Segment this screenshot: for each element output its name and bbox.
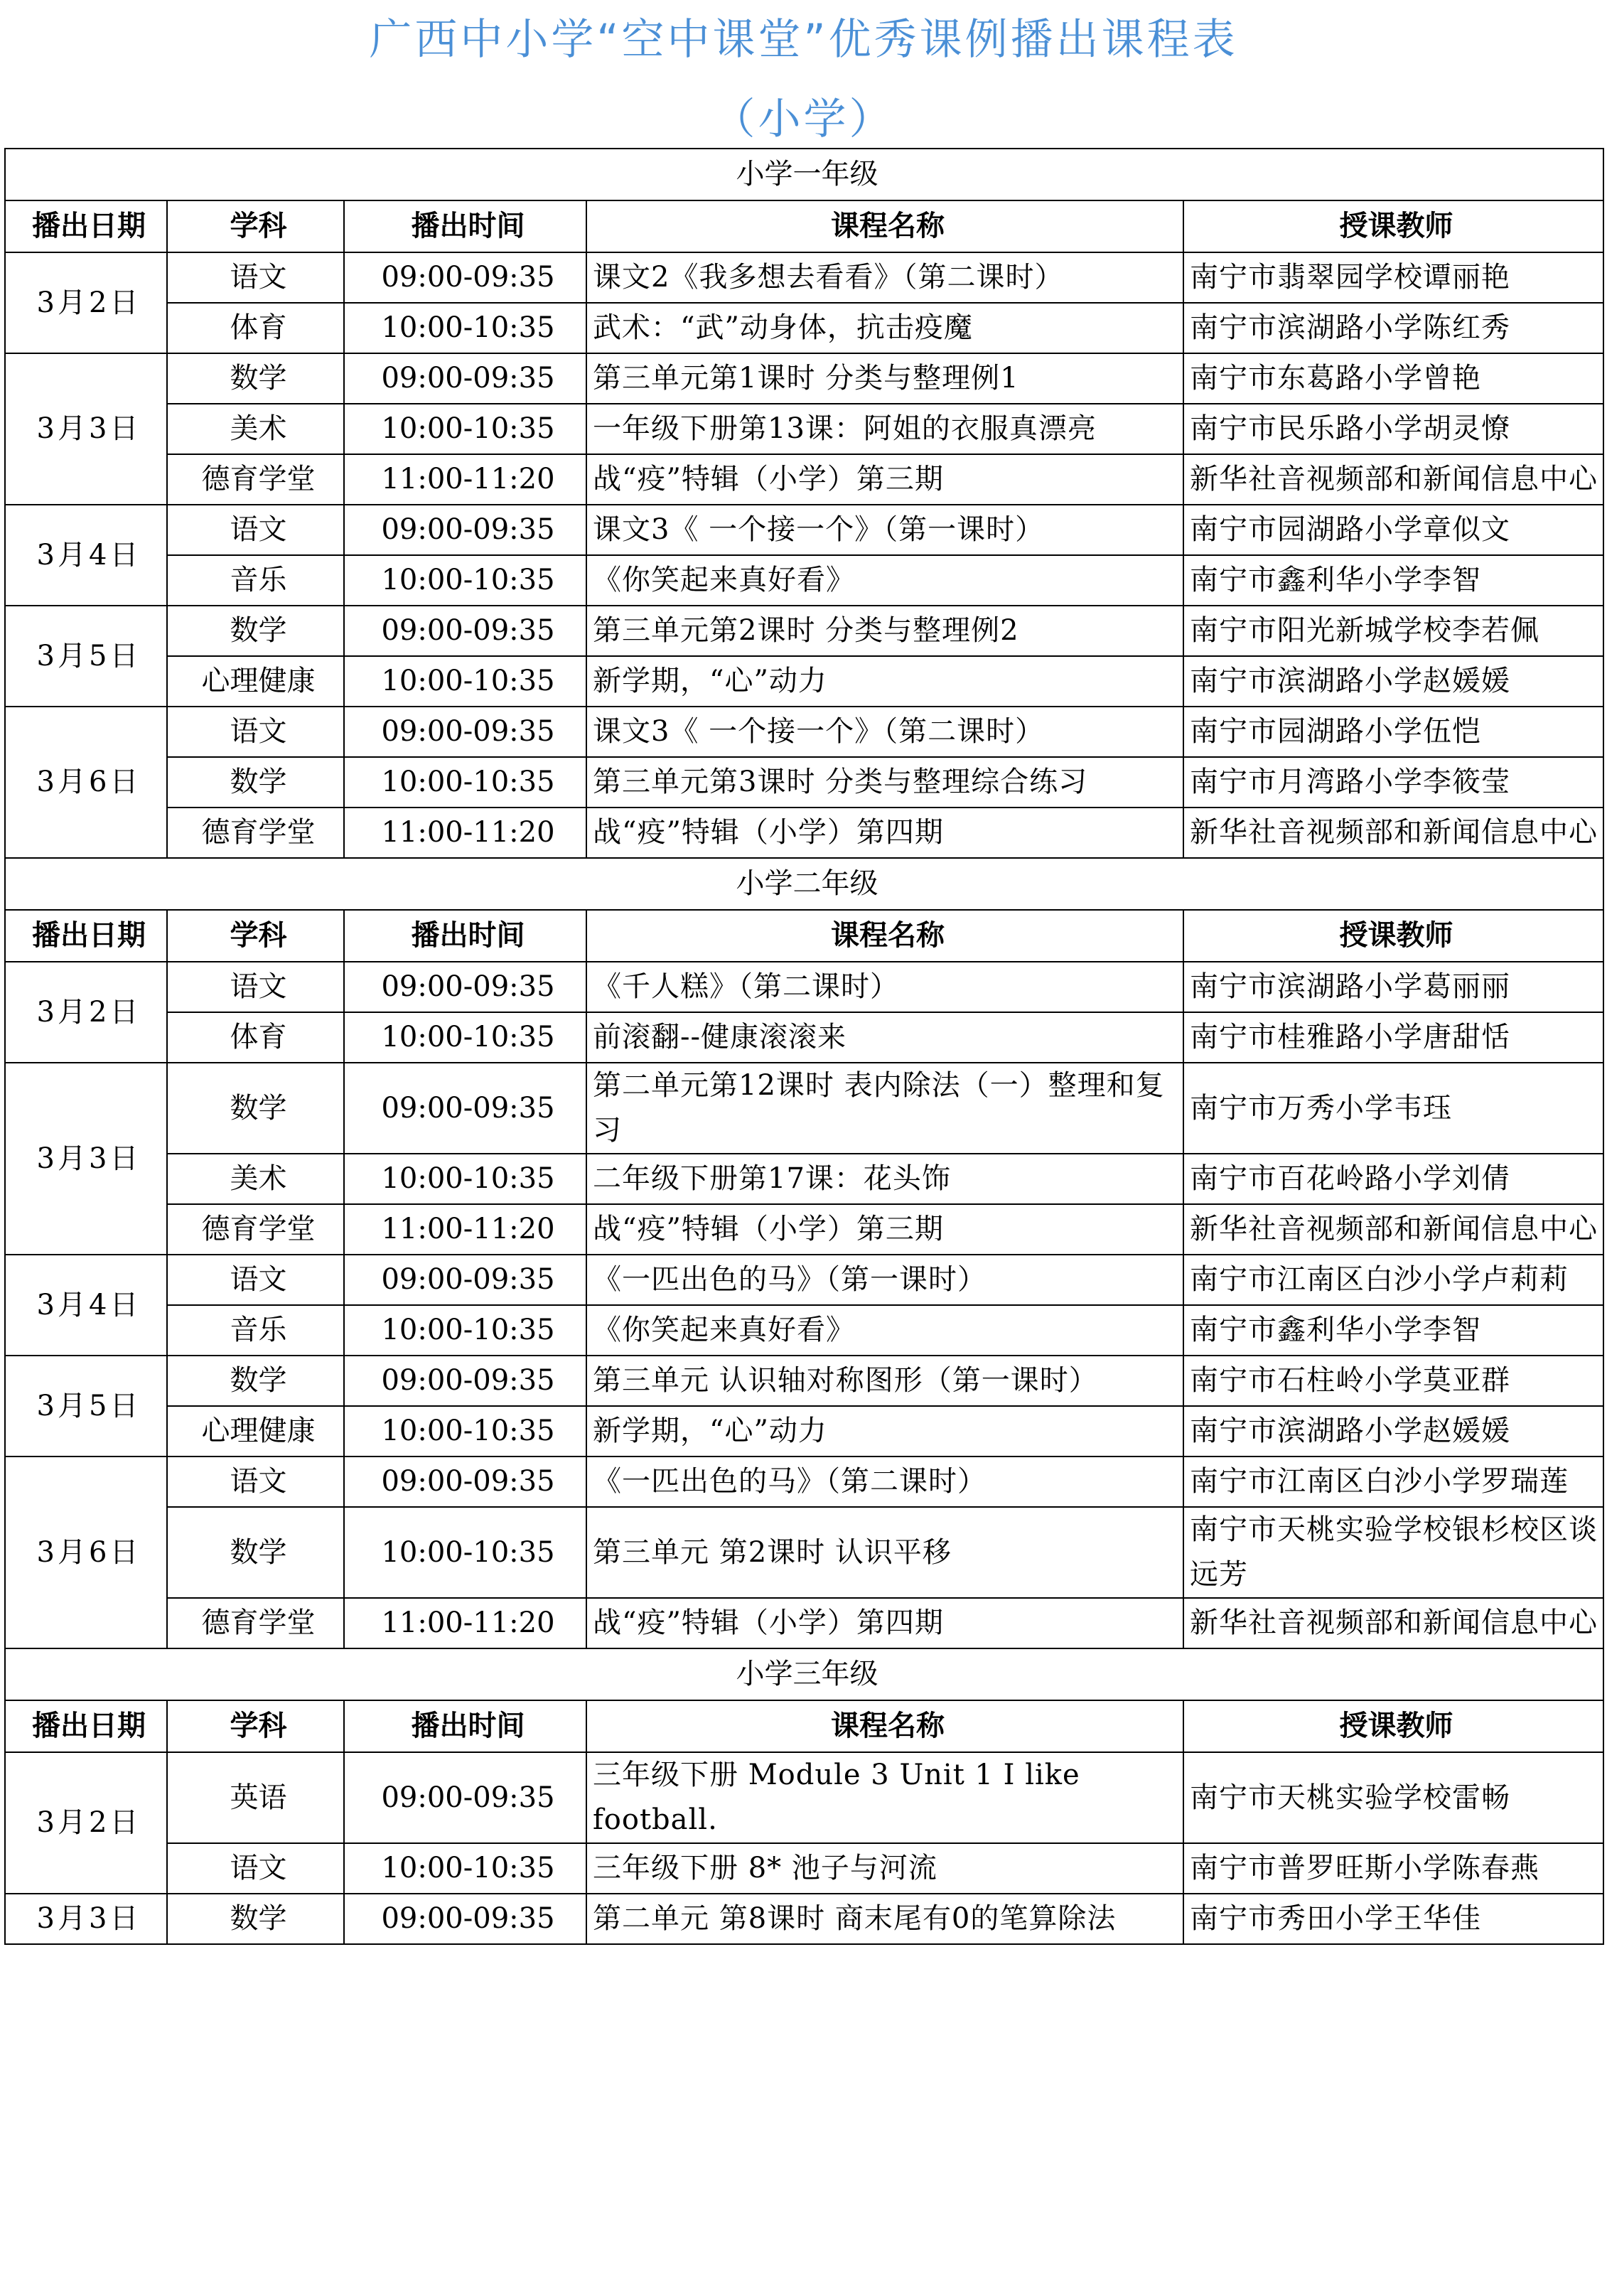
teacher-cell: 南宁市鑫利华小学李智	[1183, 1305, 1603, 1356]
table-row	[5, 1204, 1603, 1255]
teacher-cell: 南宁市阳光新城学校李若佩	[1183, 606, 1603, 656]
grade-heading: 小学一年级	[5, 149, 1603, 200]
teacher-cell: 新华社音视频部和新闻信息中心	[1183, 1204, 1603, 1255]
table-row	[5, 555, 1603, 606]
time-cell: 09:00-09:35	[344, 1752, 586, 1843]
subject-cell: 英语	[167, 1752, 344, 1843]
time-cell: 10:00-10:35	[344, 555, 586, 606]
course-cell: 第三单元第2课时 分类与整理例2	[586, 606, 1183, 656]
subject-cell: 音乐	[167, 1305, 344, 1356]
course-cell: 三年级下册 8* 池子与河流	[586, 1843, 1183, 1894]
course-cell: 第二单元第12课时 表内除法（一）整理和复习	[586, 1063, 1183, 1154]
time-cell: 10:00-10:35	[344, 1843, 586, 1894]
subject-cell: 语文	[167, 252, 344, 303]
time-cell: 09:00-09:35	[344, 505, 586, 555]
subject-cell: 美术	[167, 404, 344, 454]
schedule-table	[4, 148, 1604, 1945]
table-row	[5, 252, 1603, 303]
header-broadcast-time: 播出时间	[344, 1700, 586, 1752]
course-cell: 战“疫”特辑（小学）第四期	[586, 1598, 1183, 1648]
time-cell: 09:00-09:35	[344, 1255, 586, 1305]
date-cell: 3月6日	[5, 707, 167, 858]
time-cell: 09:00-09:35	[344, 1894, 586, 1944]
header-subject: 学科	[167, 1700, 344, 1752]
header-row	[5, 910, 1603, 962]
teacher-cell: 南宁市民乐路小学胡灵憭	[1183, 404, 1603, 454]
time-cell: 10:00-10:35	[344, 1507, 586, 1598]
course-cell: 第三单元第1课时 分类与整理例1	[586, 353, 1183, 404]
table-row	[5, 1255, 1603, 1305]
subject-cell: 德育学堂	[167, 454, 344, 505]
teacher-cell: 新华社音视频部和新闻信息中心	[1183, 808, 1603, 858]
course-cell: 《一匹出色的马》（第一课时）	[586, 1255, 1183, 1305]
table-row	[5, 1507, 1603, 1598]
table-row	[5, 1305, 1603, 1356]
teacher-cell: 南宁市东葛路小学曾艳	[1183, 353, 1603, 404]
table-row	[5, 1598, 1603, 1648]
time-cell: 09:00-09:35	[344, 1457, 586, 1507]
header-row	[5, 1700, 1603, 1752]
time-cell: 10:00-10:35	[344, 1012, 586, 1063]
header-course-name: 课程名称	[586, 910, 1183, 962]
date-cell: 3月6日	[5, 1457, 167, 1648]
date-cell: 3月5日	[5, 1356, 167, 1457]
course-cell: 战“疫”特辑（小学）第三期	[586, 1204, 1183, 1255]
header-broadcast-date: 播出日期	[5, 910, 167, 962]
time-cell: 09:00-09:35	[344, 353, 586, 404]
table-row	[5, 1063, 1603, 1154]
teacher-cell: 南宁市鑫利华小学李智	[1183, 555, 1603, 606]
time-cell: 11:00-11:20	[344, 808, 586, 858]
subject-cell: 数学	[167, 1894, 344, 1944]
course-cell: 战“疫”特辑（小学）第四期	[586, 808, 1183, 858]
date-cell: 3月2日	[5, 1752, 167, 1894]
subject-cell: 体育	[167, 303, 344, 353]
time-cell: 10:00-10:35	[344, 404, 586, 454]
subject-cell: 数学	[167, 757, 344, 808]
course-cell: 武术：“武”动身体，抗击疫魔	[586, 303, 1183, 353]
teacher-cell: 南宁市江南区白沙小学卢莉莉	[1183, 1255, 1603, 1305]
time-cell: 11:00-11:20	[344, 454, 586, 505]
subject-cell: 数学	[167, 1356, 344, 1406]
subject-cell: 语文	[167, 1255, 344, 1305]
table-row	[5, 1894, 1603, 1944]
table-row	[5, 1154, 1603, 1204]
date-cell: 3月2日	[5, 252, 167, 353]
time-cell: 09:00-09:35	[344, 252, 586, 303]
header-broadcast-date: 播出日期	[5, 1700, 167, 1752]
teacher-cell: 南宁市滨湖路小学葛丽丽	[1183, 962, 1603, 1012]
teacher-cell: 南宁市月湾路小学李筱莹	[1183, 757, 1603, 808]
time-cell: 10:00-10:35	[344, 1305, 586, 1356]
teacher-cell: 南宁市石柱岭小学莫亚群	[1183, 1356, 1603, 1406]
date-cell: 3月4日	[5, 505, 167, 606]
table-row	[5, 1406, 1603, 1457]
time-cell: 09:00-09:35	[344, 1356, 586, 1406]
course-cell: 三年级下册 Module 3 Unit 1 I like football.	[586, 1752, 1183, 1843]
header-row	[5, 200, 1603, 252]
header-teacher: 授课教师	[1183, 1700, 1603, 1752]
page-subtitle: （小学）	[712, 95, 895, 144]
subject-cell: 美术	[167, 1154, 344, 1204]
subject-cell: 体育	[167, 1012, 344, 1063]
course-cell: 课文2《我多想去看看》（第二课时）	[586, 252, 1183, 303]
header-broadcast-time: 播出时间	[344, 910, 586, 962]
course-cell: 二年级下册第17课：花头饰	[586, 1154, 1183, 1204]
course-cell: 第三单元 第2课时 认识平移	[586, 1507, 1183, 1598]
table-row	[5, 808, 1603, 858]
time-cell: 10:00-10:35	[344, 1154, 586, 1204]
date-cell: 3月3日	[5, 353, 167, 505]
course-cell: 一年级下册第13课：阿姐的衣服真漂亮	[586, 404, 1183, 454]
subject-cell: 语文	[167, 707, 344, 757]
table-row	[5, 1012, 1603, 1063]
table-row	[5, 505, 1603, 555]
teacher-cell: 南宁市天桃实验学校银杉校区谈远芳	[1183, 1507, 1603, 1598]
grade-row	[5, 1648, 1603, 1700]
course-cell: 《千人糕》（第二课时）	[586, 962, 1183, 1012]
subject-cell: 语文	[167, 1457, 344, 1507]
time-cell: 09:00-09:35	[344, 707, 586, 757]
course-cell: 《你笑起来真好看》	[586, 1305, 1183, 1356]
teacher-cell: 南宁市普罗旺斯小学陈春燕	[1183, 1843, 1603, 1894]
subject-cell: 德育学堂	[167, 1598, 344, 1648]
grade-heading: 小学三年级	[5, 1648, 1603, 1700]
teacher-cell: 南宁市百花岭路小学刘倩	[1183, 1154, 1603, 1204]
date-cell: 3月3日	[5, 1894, 167, 1944]
header-course-name: 课程名称	[586, 1700, 1183, 1752]
schedule-body	[5, 149, 1603, 1944]
teacher-cell: 南宁市滨湖路小学赵媛媛	[1183, 656, 1603, 707]
time-cell: 10:00-10:35	[344, 656, 586, 707]
teacher-cell: 新华社音视频部和新闻信息中心	[1183, 454, 1603, 505]
course-cell: 战“疫”特辑（小学）第三期	[586, 454, 1183, 505]
date-cell: 3月4日	[5, 1255, 167, 1356]
course-cell: 《一匹出色的马》（第二课时）	[586, 1457, 1183, 1507]
subject-cell: 心理健康	[167, 1406, 344, 1457]
header-course-name: 课程名称	[586, 200, 1183, 252]
course-cell: 《你笑起来真好看》	[586, 555, 1183, 606]
subject-cell: 数学	[167, 353, 344, 404]
table-row	[5, 606, 1603, 656]
page-title: 广西中小学“空中课堂”优秀课例播出课程表	[369, 15, 1238, 65]
teacher-cell: 南宁市滨湖路小学陈红秀	[1183, 303, 1603, 353]
table-row	[5, 656, 1603, 707]
table-row	[5, 1457, 1603, 1507]
time-cell: 09:00-09:35	[344, 1063, 586, 1154]
course-cell: 第三单元 认识轴对称图形（第一课时）	[586, 1356, 1183, 1406]
header-teacher: 授课教师	[1183, 910, 1603, 962]
time-cell: 09:00-09:35	[344, 962, 586, 1012]
table-row	[5, 1752, 1603, 1843]
teacher-cell: 南宁市万秀小学韦珏	[1183, 1063, 1603, 1154]
course-cell: 前滚翻--健康滚滚来	[586, 1012, 1183, 1063]
time-cell: 11:00-11:20	[344, 1204, 586, 1255]
time-cell: 11:00-11:20	[344, 1598, 586, 1648]
time-cell: 10:00-10:35	[344, 757, 586, 808]
table-row	[5, 757, 1603, 808]
table-row	[5, 303, 1603, 353]
course-cell: 课文3《 一个接一个》（第一课时）	[586, 505, 1183, 555]
teacher-cell: 南宁市江南区白沙小学罗瑞莲	[1183, 1457, 1603, 1507]
time-cell: 10:00-10:35	[344, 303, 586, 353]
teacher-cell: 南宁市滨湖路小学赵媛媛	[1183, 1406, 1603, 1457]
date-cell: 3月2日	[5, 962, 167, 1063]
date-cell: 3月3日	[5, 1063, 167, 1255]
header-subject: 学科	[167, 910, 344, 962]
table-row	[5, 404, 1603, 454]
subject-cell: 语文	[167, 505, 344, 555]
teacher-cell: 南宁市园湖路小学伍恺	[1183, 707, 1603, 757]
subject-cell: 数学	[167, 1063, 344, 1154]
table-row	[5, 962, 1603, 1012]
course-cell: 新学期，“心”动力	[586, 656, 1183, 707]
subject-cell: 语文	[167, 1843, 344, 1894]
grade-heading: 小学二年级	[5, 858, 1603, 910]
subject-cell: 心理健康	[167, 656, 344, 707]
course-cell: 课文3《 一个接一个》（第二课时）	[586, 707, 1183, 757]
header-subject: 学科	[167, 200, 344, 252]
header-teacher: 授课教师	[1183, 200, 1603, 252]
subject-cell: 德育学堂	[167, 1204, 344, 1255]
teacher-cell: 南宁市桂雅路小学唐甜恬	[1183, 1012, 1603, 1063]
table-row	[5, 1843, 1603, 1894]
header-broadcast-time: 播出时间	[344, 200, 586, 252]
subject-cell: 数学	[167, 1507, 344, 1598]
course-cell: 新学期，“心”动力	[586, 1406, 1183, 1457]
date-cell: 3月5日	[5, 606, 167, 707]
grade-row	[5, 858, 1603, 910]
time-cell: 10:00-10:35	[344, 1406, 586, 1457]
teacher-cell: 南宁市翡翠园学校谭丽艳	[1183, 252, 1603, 303]
teacher-cell: 南宁市秀田小学王华佳	[1183, 1894, 1603, 1944]
header-broadcast-date: 播出日期	[5, 200, 167, 252]
subject-cell: 数学	[167, 606, 344, 656]
course-cell: 第三单元第3课时 分类与整理综合练习	[586, 757, 1183, 808]
table-row	[5, 1356, 1603, 1406]
subject-cell: 语文	[167, 962, 344, 1012]
table-row	[5, 707, 1603, 757]
table-row	[5, 454, 1603, 505]
teacher-cell: 南宁市园湖路小学章似文	[1183, 505, 1603, 555]
subject-cell: 音乐	[167, 555, 344, 606]
subject-cell: 德育学堂	[167, 808, 344, 858]
table-row	[5, 353, 1603, 404]
time-cell: 09:00-09:35	[344, 606, 586, 656]
grade-row	[5, 149, 1603, 200]
teacher-cell: 新华社音视频部和新闻信息中心	[1183, 1598, 1603, 1648]
teacher-cell: 南宁市天桃实验学校雷畅	[1183, 1752, 1603, 1843]
course-cell: 第二单元 第8课时 商末尾有0的笔算除法	[586, 1894, 1183, 1944]
